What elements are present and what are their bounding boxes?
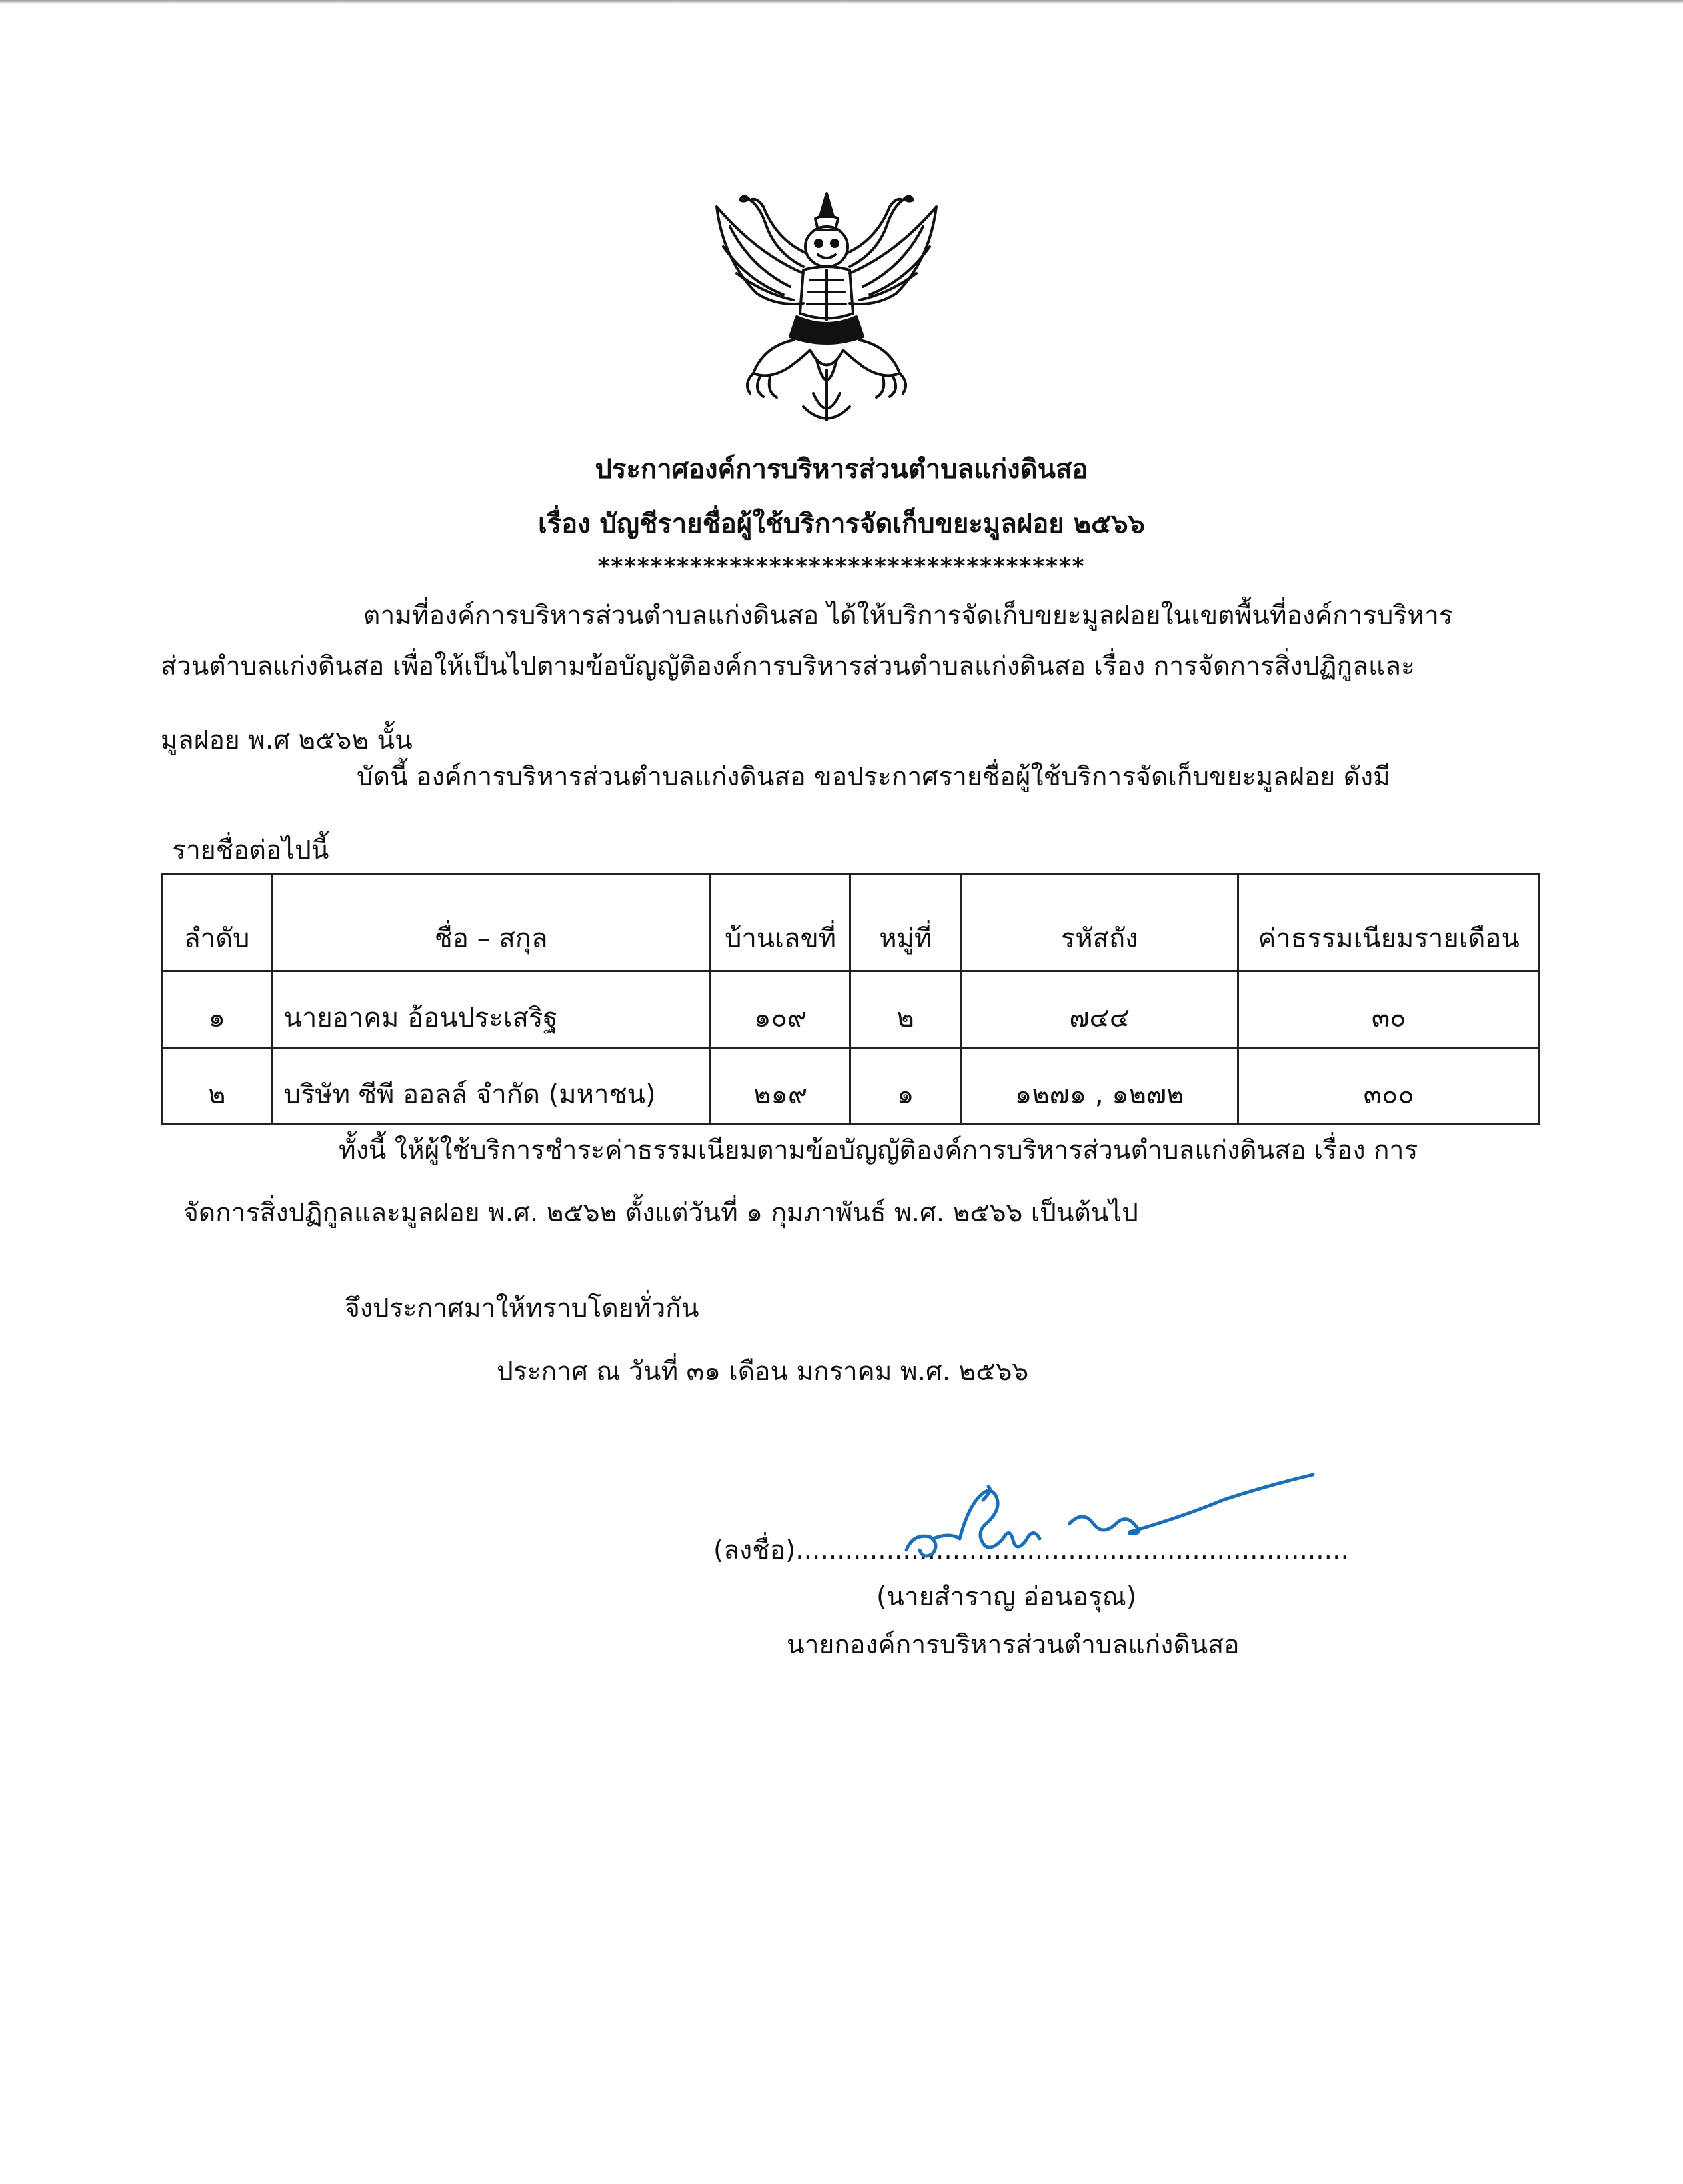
cell-house-no: ๑๐๙ [710,971,850,1048]
announcement-line: จึงประกาศมาให้ทราบโดยทั่วกัน [345,1293,699,1323]
cell-moo: ๒ [850,971,961,1048]
cell-monthly-fee: ๓๐ [1238,971,1540,1048]
document-title: ประกาศองค์การบริหารส่วนตำบลแก่งดินสอ [595,454,1088,485]
service-user-table [161,873,1540,1125]
paragraph-3-line-1: ทั้งนี้ ให้ผู้ใช้บริการชำระค่าธรรมเนียมตามข้อบัญญัติองค์การบริหารส่วนตำบลแก่งดินสอ เรื่อง การ [339,1135,1418,1165]
paragraph-1-line-3: มูลฝอย พ.ศ ๒๕๖๒ นั้น [161,725,413,755]
table-row [162,1048,1540,1125]
cell-name: บริษัท ซีพี ออลล์ จำกัด (มหาชน) [272,1048,710,1125]
cell-bin-code: ๑๒๗๑ , ๑๒๗๒ [961,1048,1238,1125]
signature-line: (ลงชื่อ)................................................................... [713,1535,1349,1565]
document-subject: เรื่อง บัญชีรายชื่อผู้ใช้บริการจัดเก็บขยะมูลฝอย ๒๕๖๖ [537,509,1146,539]
column-header-house-no: บ้านเลขที่ [710,875,850,971]
signer-name: (นายสำราญ อ่อนอรุณ) [876,1582,1137,1612]
column-header-bin-code: รหัสถัง [961,875,1238,971]
cell-monthly-fee: ๓๐๐ [1238,1048,1540,1125]
paragraph-2-line-2: รายชื่อต่อไปนี้ [172,835,329,865]
column-header-monthly-fee: ค่าธรรมเนียมรายเดือน [1238,875,1540,971]
announcement-date: ประกาศ ณ วันที่ ๓๑ เดือน มกราคม พ.ศ. ๒๕๖๖ [497,1357,1029,1387]
cell-house-no: ๒๑๙ [710,1048,850,1125]
handwritten-signature [903,1460,1316,1567]
scan-edge [0,0,1683,4]
table-row [162,971,1540,1048]
signer-position: นายกองค์การบริหารส่วนตำบลแก่งดินสอ [787,1630,1240,1660]
column-header-no: ลำดับ [162,875,273,971]
column-header-moo: หมู่ที่ [850,875,961,971]
paragraph-1-line-2: ส่วนตำบลแก่งดินสอ เพื่อให้เป็นไปตามข้อบัญญัติองค์การบริหารส่วนตำบลแก่งดินสอ เรื่อง การจัดการสิ่งปฏิกูลและ [161,651,1415,681]
column-header-name: ชื่อ – สกุล [272,875,710,971]
table-header-row [162,875,1540,971]
garuda-emblem [703,180,950,433]
cell-moo: ๑ [850,1048,961,1125]
cell-no: ๒ [162,1048,273,1125]
paragraph-1-line-1: ตามที่องค์การบริหารส่วนตำบลแก่งดินสอ ได้ให้บริการจัดเก็บขยะมูลฝอยในเขตพื้นที่องค์การบริหาร [363,601,1453,631]
paragraph-3-line-2: จัดการสิ่งปฏิกูลและมูลฝอย พ.ศ. ๒๕๖๒ ตั้งแต่วันที่ ๑ กุมภาพันธ์ พ.ศ. ๒๕๖๖ เป็นต้นไป [183,1198,1138,1228]
paragraph-2-line-1: บัดนี้ องค์การบริหารส่วนตำบลแก่งดินสอ ขอประกาศรายชื่อผู้ใช้บริการจัดเก็บขยะมูลฝอย ดังมี [357,762,1390,792]
title-divider: ************************************* [597,553,1086,580]
cell-bin-code: ๗๔๔ [961,971,1238,1048]
cell-name: นายอาคม อ้อนประเสริฐ [272,971,710,1048]
cell-no: ๑ [162,971,273,1048]
